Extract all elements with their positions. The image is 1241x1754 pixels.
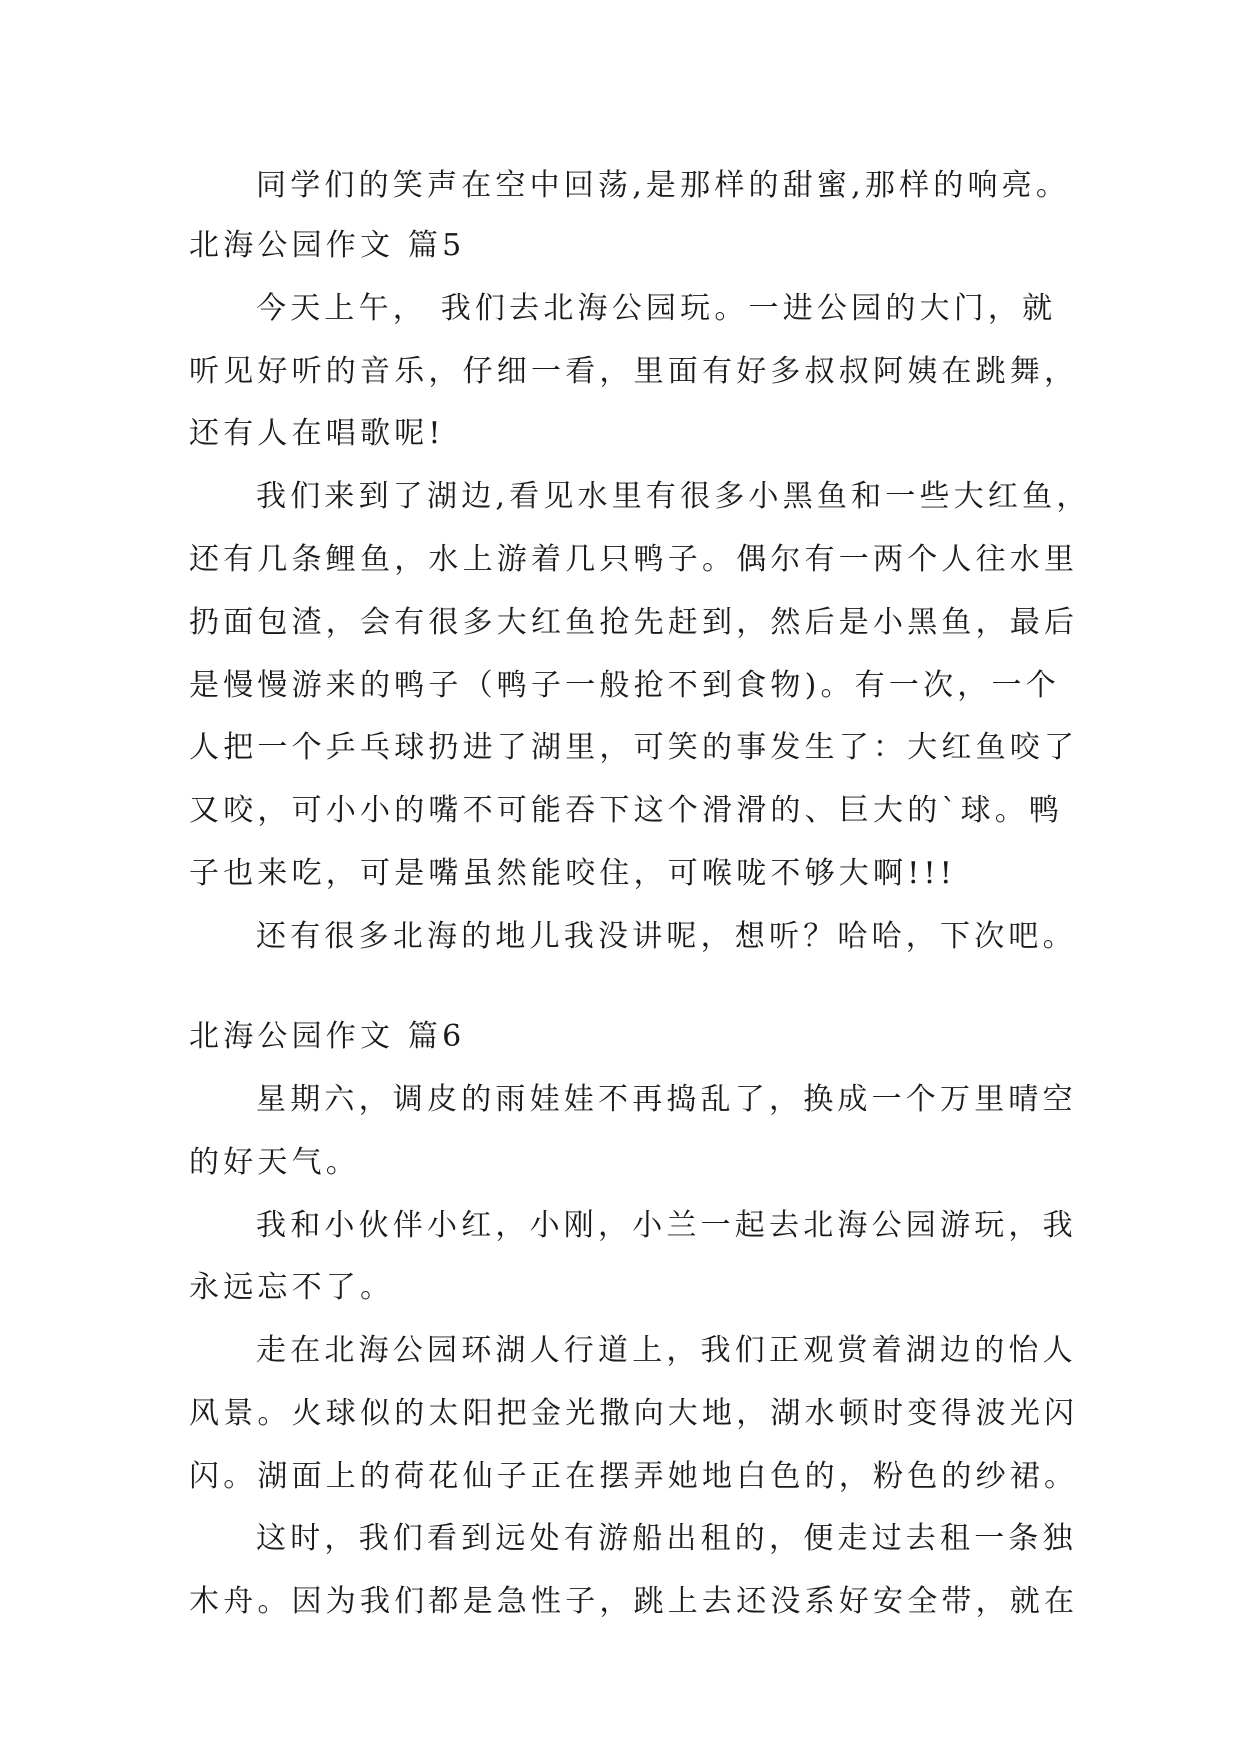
paragraph-line: 星期六，调皮的雨娃娃不再捣乱了，换成一个万里晴空 — [256, 1082, 1077, 1117]
paragraph-line: 是慢慢游来的鸭子（鸭子一般抢不到食物)。有一次，一个 — [189, 668, 1060, 703]
paragraph-line: 还有人在唱歌呢! — [189, 416, 445, 451]
paragraph-line: 人把一个乒乓球扔进了湖里，可笑的事发生了：大红鱼咬了 — [189, 730, 1079, 765]
paragraph-line: 风景。火球似的太阳把金光撒向大地，湖水顿时变得波光闪 — [189, 1396, 1079, 1431]
paragraph-line: 闪。湖面上的荷花仙子正在摆弄她地白色的，粉色的纱裙。 — [189, 1459, 1079, 1494]
section-heading: 北海公园作文 篇5 — [189, 228, 466, 263]
paragraph-line: 的好天气。 — [189, 1145, 360, 1180]
paragraph-line: 木舟。因为我们都是急性子，跳上去还没系好安全带，就在 — [189, 1584, 1079, 1619]
paragraph-line: 我们来到了湖边,看见水里有很多小黑鱼和一些大红鱼， — [256, 479, 1091, 514]
paragraph-line: 还有几条鲤鱼，水上游着几只鸭子。偶尔有一两个人往水里 — [189, 542, 1079, 577]
paragraph-line: 子也来吃，可是嘴虽然能咬住，可喉咙不够大啊!!! — [189, 856, 956, 891]
paragraph-line: 又咬，可小小的嘴不可能吞下这个滑滑的、巨大的`球。鸭 — [189, 793, 1064, 828]
paragraph-line: 走在北海公园环湖人行道上，我们正观赏着湖边的怡人 — [256, 1333, 1077, 1368]
paragraph-line: 同学们的笑声在空中回荡,是那样的甜蜜,那样的响亮。 — [256, 168, 1071, 203]
section-heading: 北海公园作文 篇6 — [189, 1019, 466, 1054]
paragraph-line: 这时，我们看到远处有游船出租的，便走过去租一条独 — [256, 1521, 1077, 1556]
paragraph-line: 扔面包渣，会有很多大红鱼抢先赶到，然后是小黑鱼，最后 — [189, 605, 1079, 640]
paragraph-line: 永远忘不了。 — [189, 1270, 395, 1305]
paragraph-line: 我和小伙伴小红，小刚，小兰一起去北海公园游玩，我 — [256, 1208, 1077, 1243]
paragraph-line: 还有很多北海的地儿我没讲呢，想听？哈哈，下次吧。 — [256, 919, 1077, 954]
paragraph-line: 听见好听的音乐，仔细一看，里面有好多叔叔阿姨在跳舞， — [189, 354, 1079, 389]
paragraph-line: 今天上午， 我们去北海公园玩。一进公园的大门，就 — [256, 291, 1057, 326]
